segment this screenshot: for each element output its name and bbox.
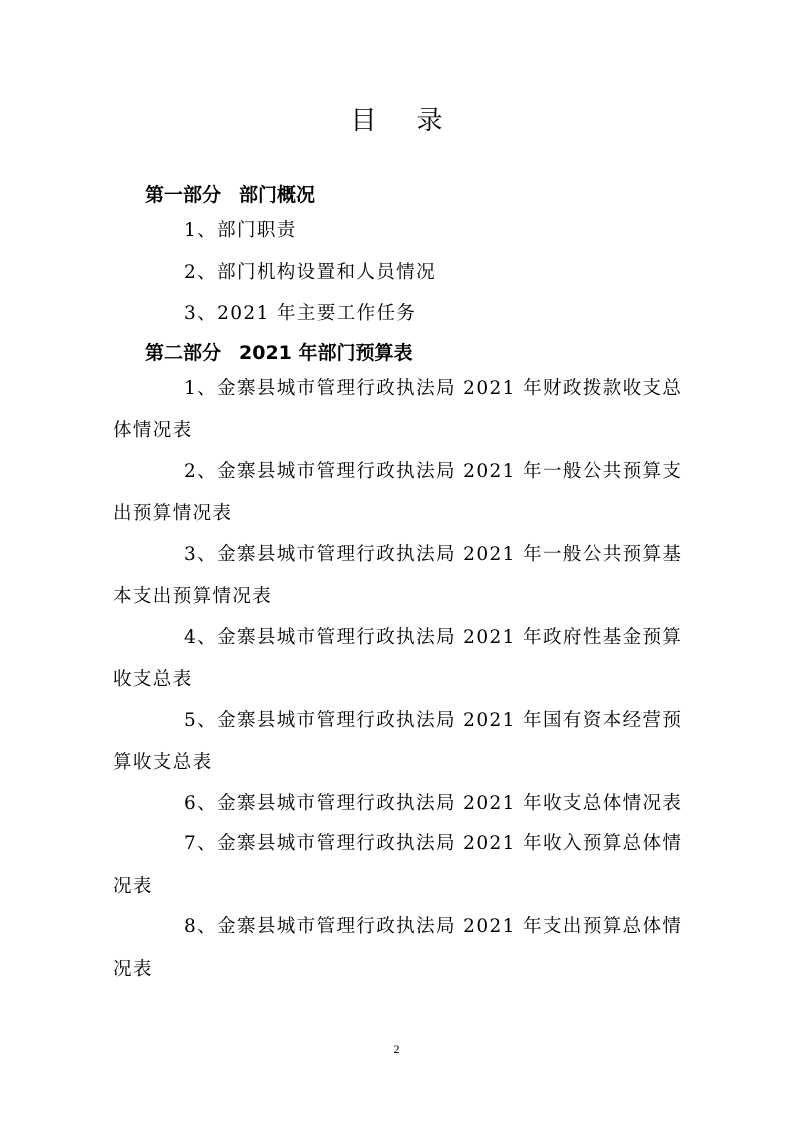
- part-two-title: 2021 年部门预算表: [239, 342, 413, 364]
- page-number: 2: [393, 1042, 400, 1056]
- toc-entry-line: 5、金寨县城市管理行政执法局 2021 年国有资本经营预: [184, 710, 683, 731]
- toc-entry-continuation: 况表: [113, 876, 153, 897]
- toc-title: 目录: [350, 106, 483, 136]
- part-one-item: 1、部门职责: [184, 220, 297, 241]
- toc-entry-line: 3、金寨县城市管理行政执法局 2021 年一般公共预算基: [184, 544, 683, 565]
- toc-entry-line: 6、金寨县城市管理行政执法局 2021 年收支总体情况表: [184, 793, 683, 814]
- toc-entry-continuation: 况表: [113, 959, 153, 980]
- part-one-item: 3、2021 年主要工作任务: [184, 303, 417, 324]
- toc-entry-line: 8、金寨县城市管理行政执法局 2021 年支出预算总体情: [184, 916, 683, 937]
- toc-entry-continuation: 算收支总表: [113, 752, 213, 773]
- toc-entry-line: 7、金寨县城市管理行政执法局 2021 年收入预算总体情: [184, 833, 683, 854]
- toc-entry-continuation: 收支总表: [113, 669, 193, 690]
- toc-entry-continuation: 本支出预算情况表: [113, 586, 273, 607]
- part-one-heading: [145, 180, 315, 207]
- part-two-heading: [145, 338, 413, 365]
- toc-entry-continuation: 体情况表: [113, 420, 193, 441]
- part-two-label: 第二部分: [145, 342, 222, 364]
- toc-entry-line: 1、金寨县城市管理行政执法局 2021 年财政拨款收支总: [184, 378, 683, 399]
- toc-entry-line: 4、金寨县城市管理行政执法局 2021 年政府性基金预算: [184, 627, 683, 648]
- toc-entry-continuation: 出预算情况表: [113, 503, 233, 524]
- part-one-label: 第一部分: [145, 184, 222, 206]
- toc-entry-line: 2、金寨县城市管理行政执法局 2021 年一般公共预算支: [184, 461, 683, 482]
- part-one-item: 2、部门机构设置和人员情况: [184, 262, 436, 283]
- part-one-title: 部门概况: [239, 184, 316, 206]
